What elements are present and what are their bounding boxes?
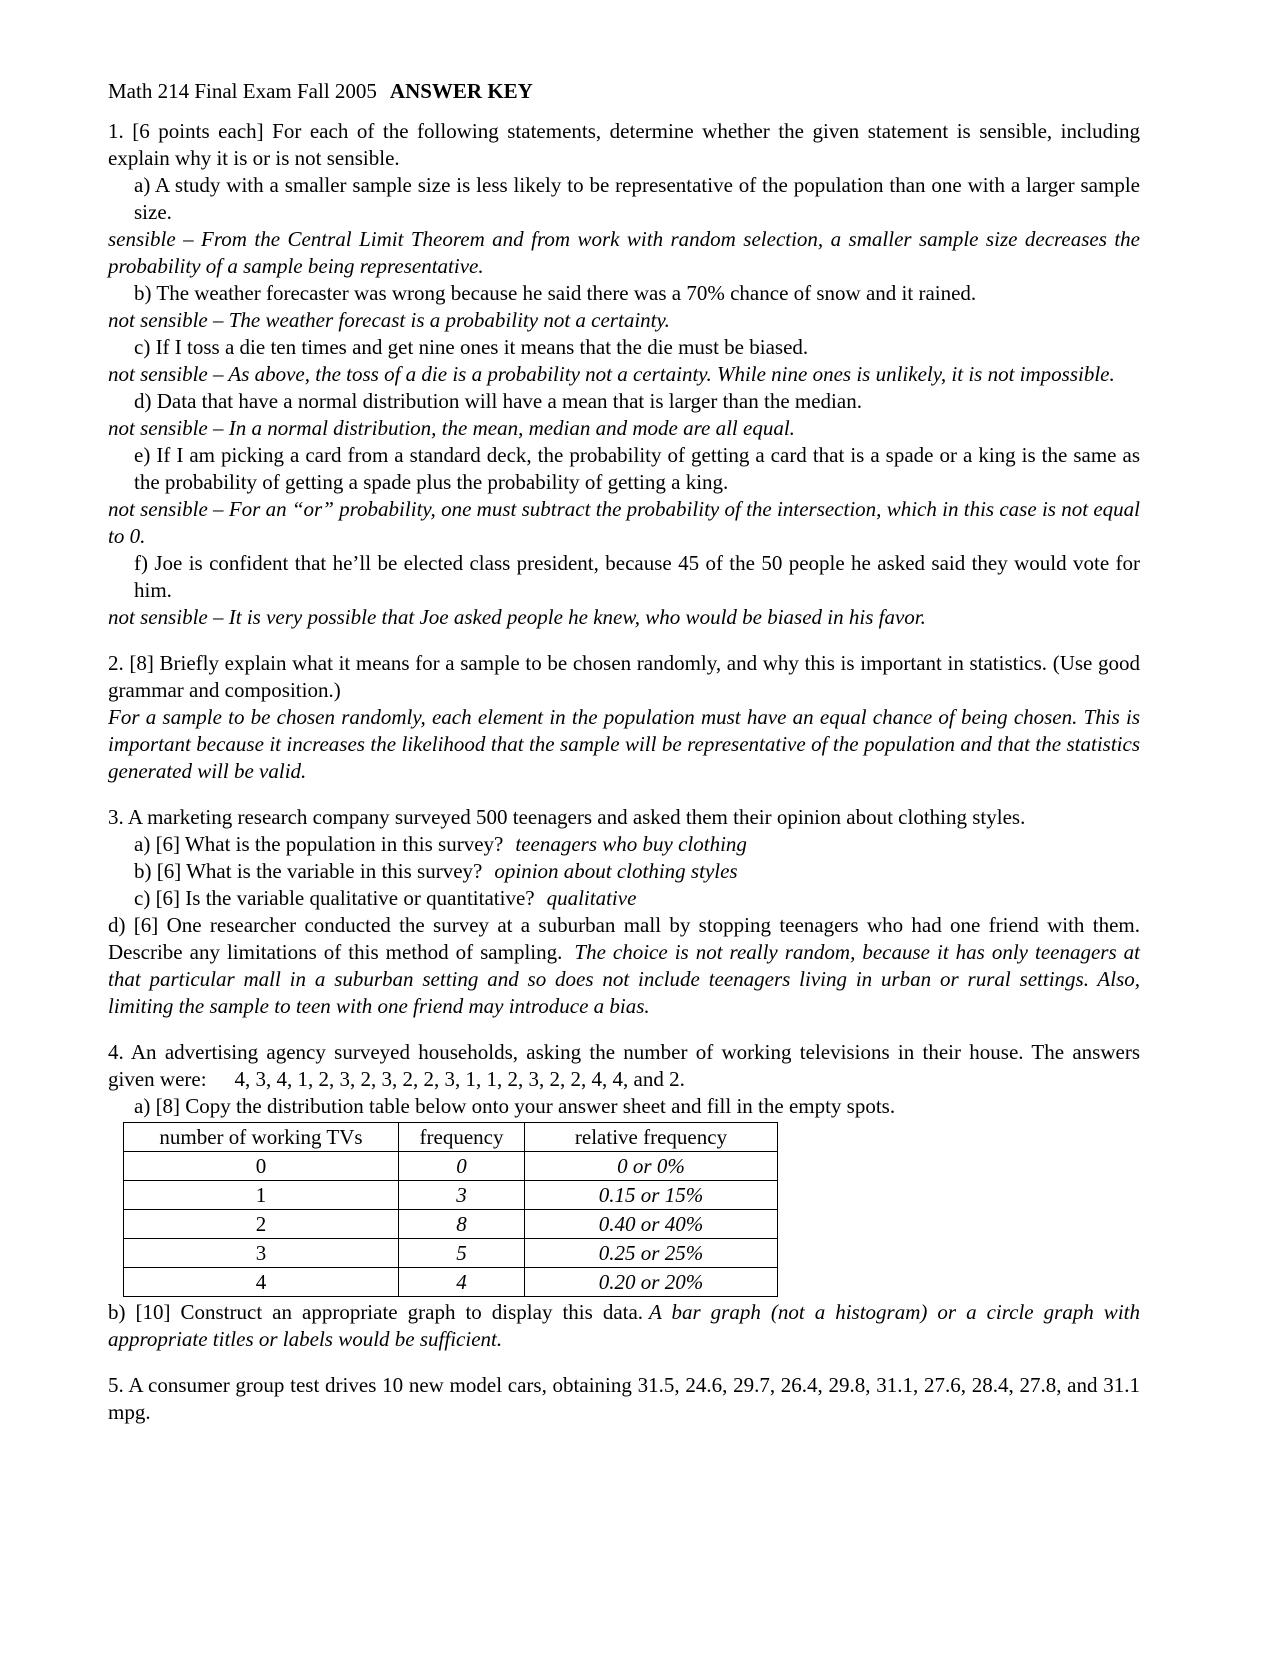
q5-text: 5. A consumer group test drives 10 new model cars, obtaining 31.5, 24.6, 29.7, 26.4, 29.8, 31.1, 27.6, 28.4, 27.8, and 31.1 mpg. — [108, 1373, 1140, 1424]
q2-answer: For a sample to be chosen randomly, each element in the population must have an equal chance of being chosen. This is important because it increases the likelihood that the sample will be representative of the population and that the statistics generated will be valid. — [108, 705, 1140, 783]
cell-tvs: 3 — [124, 1239, 399, 1268]
q4-part-b — [108, 1299, 1140, 1353]
q3-intro: 3. A marketing research company surveyed 500 teenagers and asked them their opinion about clothing styles. — [108, 805, 1026, 829]
col-header-frequency: frequency — [399, 1123, 525, 1152]
question-1 — [108, 118, 1140, 631]
cell-frequency: 5 — [399, 1239, 525, 1268]
cell-relative-frequency: 0 or 0% — [525, 1152, 778, 1181]
cell-relative-frequency: 0.20 or 20% — [525, 1268, 778, 1297]
col-header-relative-frequency: relative frequency — [525, 1123, 778, 1152]
q1-intro: 1. [6 points each] For each of the following statements, determine whether the given statement is sensible, including explain why it is or is not sensible. — [108, 119, 1140, 170]
q1-item-e-answer: not sensible – For an “or” probability, one must subtract the probability of the intersection, which in this case is not equal to 0. — [108, 497, 1140, 548]
cell-relative-frequency: 0.25 or 25% — [525, 1239, 778, 1268]
answer-key-label: ANSWER KEY — [389, 79, 533, 103]
q1-item-a-answer: sensible – From the Central Limit Theorem and from work with random selection, a smaller sample size decreases the probability of a sample being representative. — [108, 227, 1140, 278]
q3-item-b-question: b) [6] What is the variable in this survey? — [134, 859, 483, 883]
cell-frequency: 0 — [399, 1152, 525, 1181]
cell-relative-frequency: 0.15 or 15% — [525, 1181, 778, 1210]
q4-part-a: a) [8] Copy the distribution table below onto your answer sheet and fill in the empty spots. — [134, 1094, 896, 1118]
q3-item-c-answer: qualitative — [546, 886, 637, 910]
cell-relative-frequency: 0.40 or 40% — [525, 1210, 778, 1239]
cell-frequency: 3 — [399, 1181, 525, 1210]
q1-item-b-answer: not sensible – The weather forecast is a probability not a certainty. — [108, 308, 670, 332]
q4-part-b-question: b) [10] Construct an appropriate graph to display this data. — [108, 1300, 644, 1324]
cell-frequency: 4 — [399, 1268, 525, 1297]
question-2 — [108, 650, 1140, 785]
question-5 — [108, 1372, 1140, 1426]
q4-part-b-answer: A bar graph (not a histogram) or a circle graph with appropriate titles or labels would be sufficient. — [108, 1300, 1140, 1351]
q1-item-e-question: e) If I am picking a card from a standard deck, the probability of getting a card that is a spade or a king is the same as the probability of getting a spade plus the probability of getting a king. — [134, 443, 1140, 494]
cell-tvs: 0 — [124, 1152, 399, 1181]
table-row — [124, 1239, 778, 1268]
distribution-table — [123, 1122, 778, 1297]
q1-item-d-answer: not sensible – In a normal distribution, the mean, median and mode are all equal. — [108, 416, 795, 440]
q4-intro-text: 4. An advertising agency surveyed households, asking the number of working televisions in their house. The answers given were: — [108, 1040, 1140, 1091]
table-row — [124, 1181, 778, 1210]
question-4 — [108, 1039, 1140, 1353]
q3-item-b-answer: opinion about clothing styles — [494, 859, 738, 883]
question-3 — [108, 804, 1140, 1020]
q3-item-d-question: d) [6] One researcher conducted the survey at a suburban mall by stopping teenagers who had one friend with them. Describe any limitations of this method of sampling. — [108, 913, 1140, 964]
q3-item-d-answer: The choice is not really random, because it has only teenagers at that particular mall in a suburban setting and so does not include teenagers living in urban or rural settings. Also, limiting the sample to teen with one friend may introduce a bias. — [108, 940, 1140, 1018]
q3-item-b — [134, 858, 1140, 885]
q3-item-a-answer: teenagers who buy clothing — [515, 832, 747, 856]
exam-title: Math 214 Final Exam Fall 2005 — [108, 79, 377, 103]
cell-tvs: 1 — [124, 1181, 399, 1210]
q3-item-a-question: a) [6] What is the population in this survey? — [134, 832, 504, 856]
table-row — [124, 1210, 778, 1239]
page-title — [108, 78, 1140, 105]
q3-item-c-question: c) [6] Is the variable qualitative or quantitative? — [134, 886, 535, 910]
q1-item-a-question: a) A study with a smaller sample size is less likely to be representative of the population than one with a larger sample size. — [134, 173, 1140, 224]
q4-intro — [108, 1039, 1140, 1093]
q1-item-d-question: d) Data that have a normal distribution will have a mean that is larger than the median. — [134, 389, 862, 413]
q3-item-a — [134, 831, 1140, 858]
col-header-working-tvs: number of working TVs — [124, 1123, 399, 1152]
q4-data-list: 4, 3, 4, 1, 2, 3, 2, 3, 2, 2, 3, 1, 1, 2, 3, 2, 2, 4, 4, and 2. — [234, 1067, 685, 1091]
cell-tvs: 2 — [124, 1210, 399, 1239]
table-header-row — [124, 1123, 778, 1152]
q3-item-d — [108, 912, 1140, 1020]
q1-item-f-question: f) Joe is confident that he’ll be elected class president, because 45 of the 50 people he asked said they would vote for him. — [134, 551, 1140, 602]
cell-tvs: 4 — [124, 1268, 399, 1297]
q3-item-c — [134, 885, 1140, 912]
q1-item-c-answer: not sensible – As above, the toss of a die is a probability not a certainty. While nine ones is unlikely, it is not impossible. — [108, 362, 1115, 386]
q1-item-b-question: b) The weather forecaster was wrong because he said there was a 70% chance of snow and it rained. — [134, 281, 977, 305]
q1-item-f-answer: not sensible – It is very possible that Joe asked people he knew, who would be biased in his favor. — [108, 605, 926, 629]
q1-item-c-question: c) If I toss a die ten times and get nine ones it means that the die must be biased. — [134, 335, 809, 359]
q2-question: 2. [8] Briefly explain what it means for a sample to be chosen randomly, and why this is important in statistics. (Use good grammar and composition.) — [108, 651, 1140, 702]
cell-frequency: 8 — [399, 1210, 525, 1239]
table-row — [124, 1268, 778, 1297]
table-row — [124, 1152, 778, 1181]
